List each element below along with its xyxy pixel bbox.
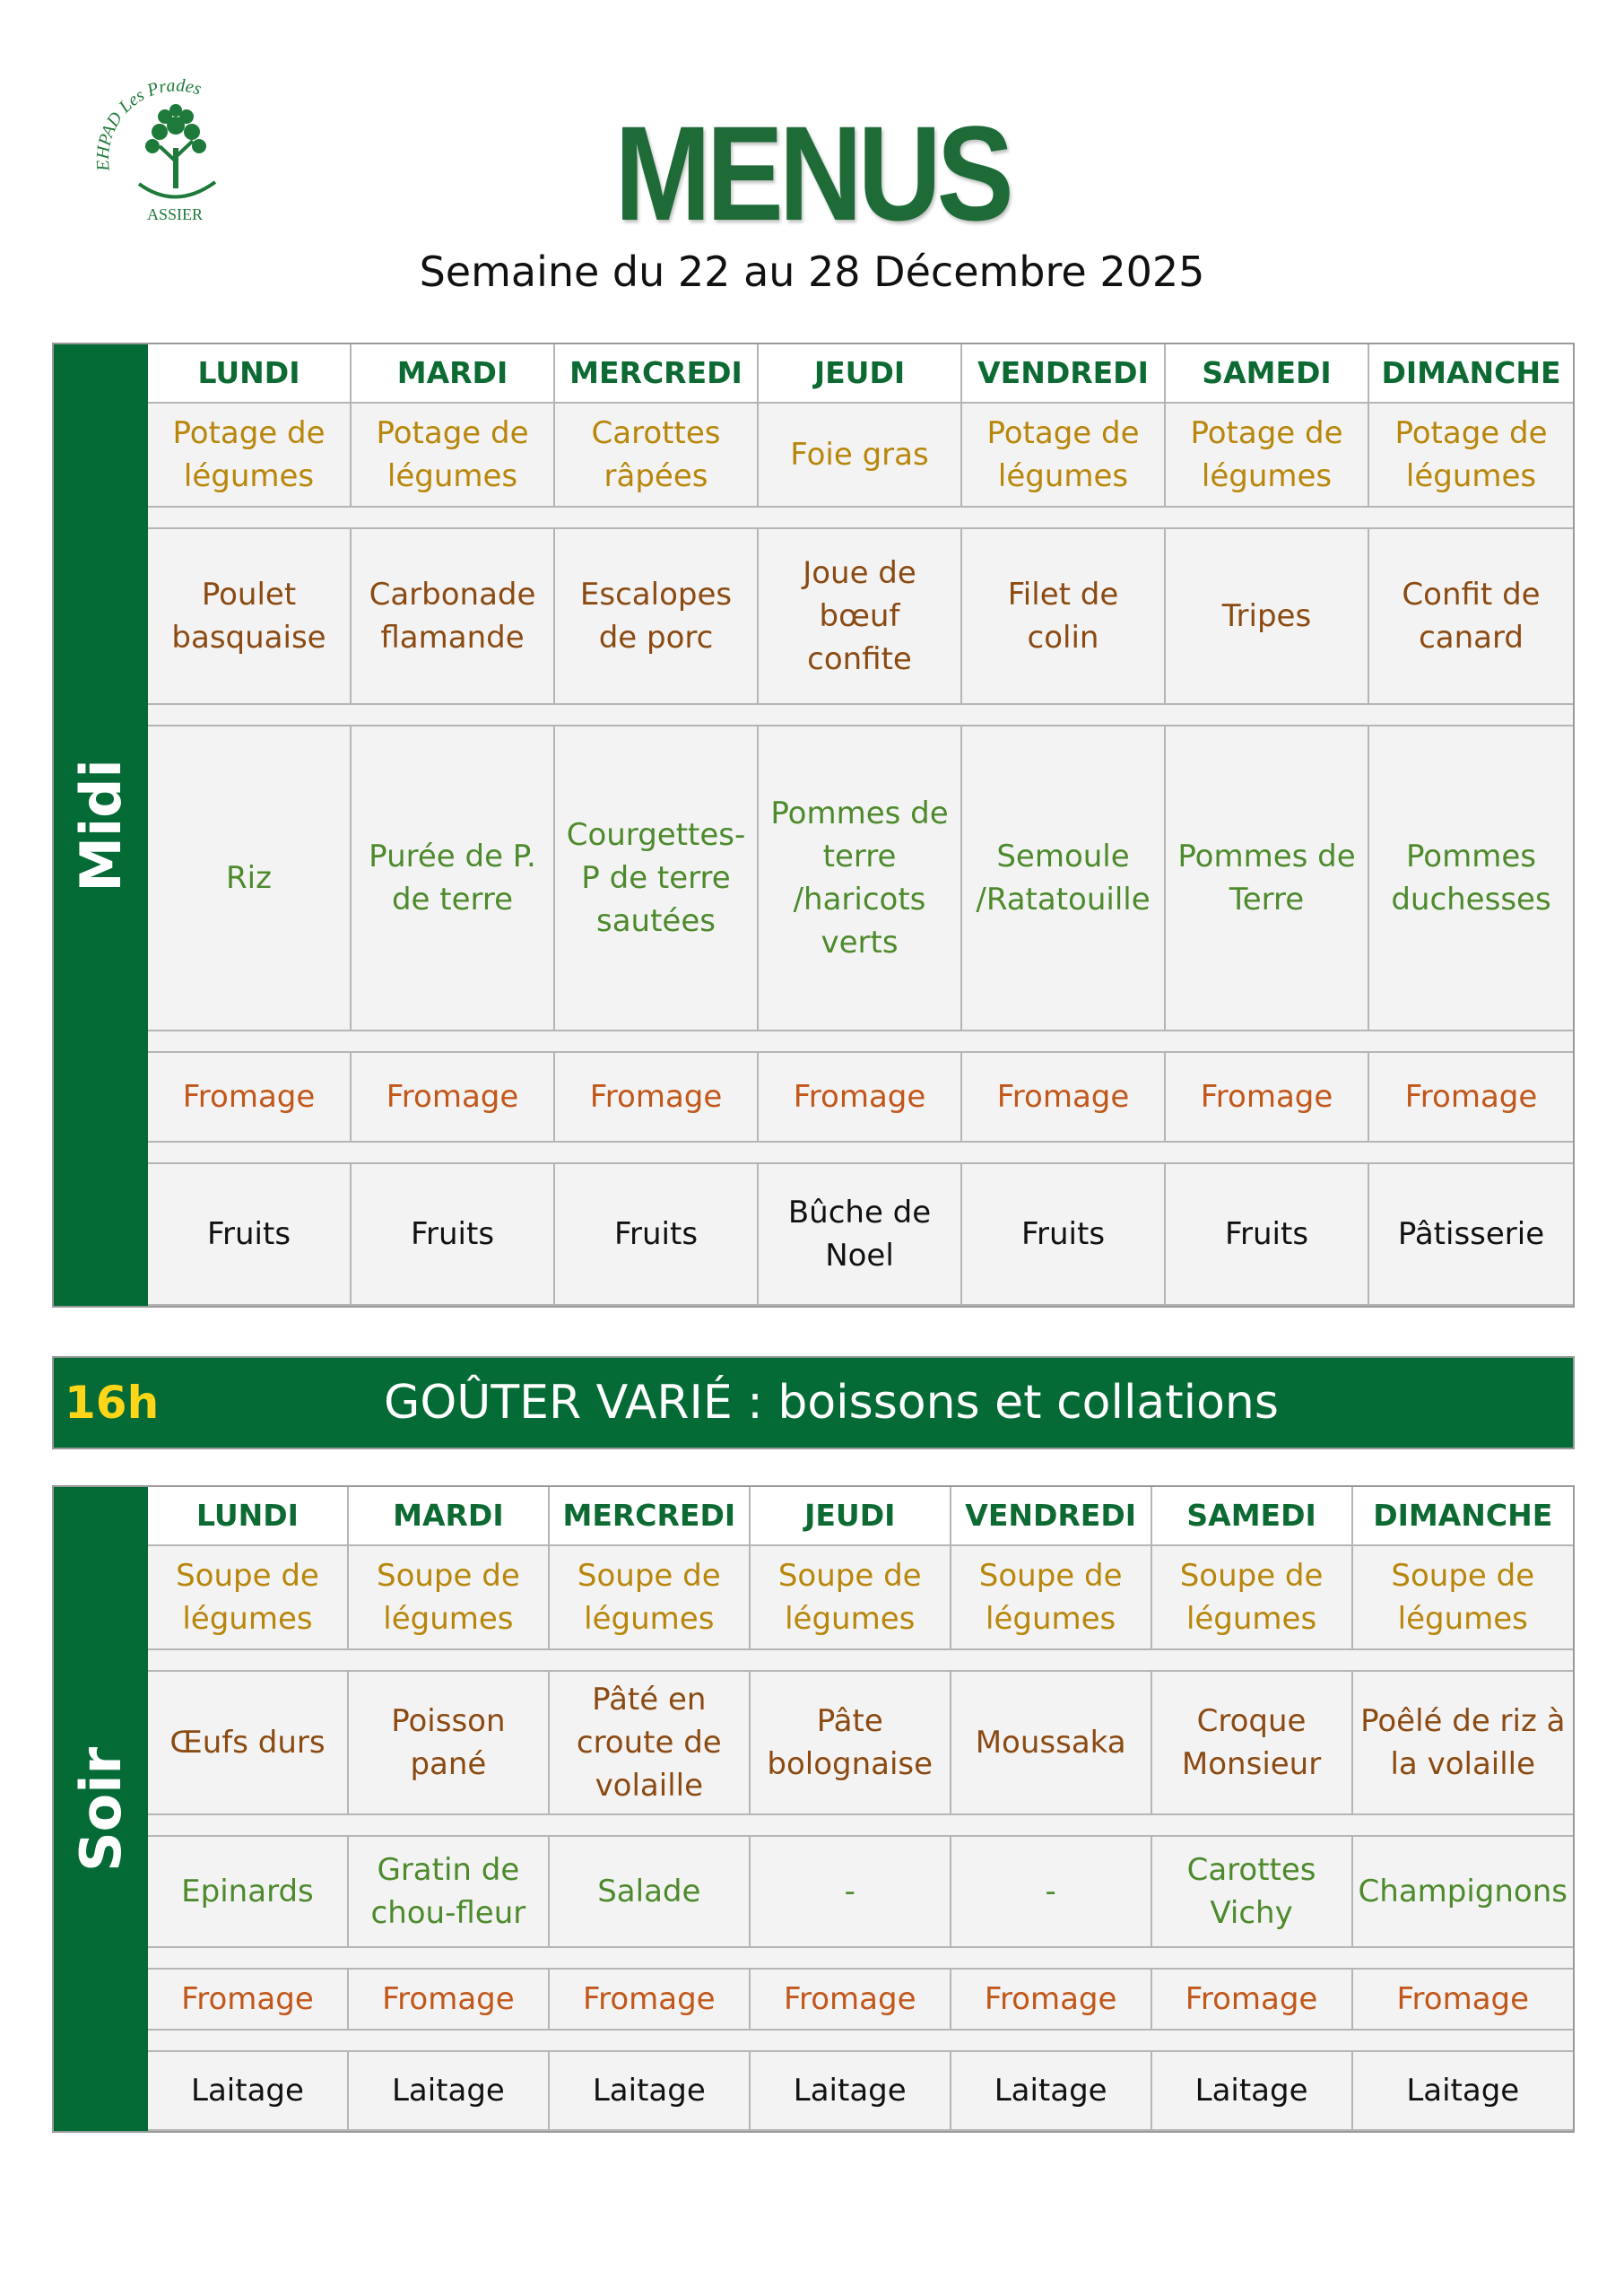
midi-accompagnement-cell: Pommes de terre /haricots verts [759, 726, 962, 1031]
page-title: MENUS [614, 98, 1010, 248]
midi-entree-cell: Potage de légumes [148, 404, 352, 508]
soir-plat-cell: Poêlé de riz à la volaille [1353, 1672, 1573, 1815]
soir-accompagnement-cell: Epinards [148, 1837, 349, 1948]
soir-entree-cell: Soupe de légumes [550, 1546, 751, 1650]
midi-fromage-cell: Fromage [1369, 1053, 1573, 1143]
midi-entree-cell: Potage de légumes [962, 404, 1166, 508]
midi-dessert-cell: Fruits [962, 1164, 1166, 1306]
midi-accompagnement-cell: Riz [148, 726, 352, 1031]
soir-laitage-cell: Laitage [1152, 2052, 1353, 2131]
row-separator [148, 705, 1573, 726]
soir-fromage-cell: Fromage [951, 1970, 1152, 2031]
midi-menu-table [52, 343, 1575, 1308]
midi-fromage-cell: Fromage [352, 1053, 555, 1143]
midi-fromage-cell: Fromage [148, 1053, 352, 1143]
midi-fromage-cell: Fromage [962, 1053, 1166, 1143]
soir-plat-cell: Croque Monsieur [1152, 1672, 1353, 1815]
soir-fromage-cell: Fromage [349, 1970, 550, 2031]
row-separator [148, 508, 1573, 529]
soir-accompagnement-cell: Salade [550, 1837, 751, 1948]
soir-accompagnement-cell: - [951, 1837, 1152, 1948]
midi-entree-cell: Potage de légumes [1369, 404, 1573, 508]
row-separator [148, 1650, 1573, 1672]
midi-day-header: MARDI [352, 344, 555, 404]
midi-fromage-cell: Fromage [1166, 1053, 1369, 1143]
soir-menu-table [52, 1485, 1575, 2133]
soir-laitage-cell: Laitage [951, 2052, 1152, 2131]
midi-dessert-cell: Bûche de Noel [759, 1164, 962, 1306]
row-separator [148, 1948, 1573, 1970]
midi-plat-cell: Joue de bœuf confite [759, 529, 962, 705]
soir-day-header: DIMANCHE [1353, 1487, 1573, 1546]
soir-plat-cell: Œufs durs [148, 1672, 349, 1815]
row-separator [148, 2031, 1573, 2052]
midi-accompagnement-cell: Courgettes-P de terre sautées [555, 726, 759, 1031]
midi-plat-cell: Confit de canard [1369, 529, 1573, 705]
midi-entree-cell: Carottes râpées [555, 404, 759, 508]
midi-accompagnement-cell: Pommes duchesses [1369, 726, 1573, 1031]
soir-side-label: Soir [54, 1487, 148, 2131]
midi-side-label: Midi [54, 344, 148, 1306]
gouter-time: 16h [65, 1377, 160, 1429]
midi-plat-cell: Tripes [1166, 529, 1369, 705]
soir-fromage-cell: Fromage [1353, 1970, 1573, 2031]
soir-laitage-cell: Laitage [148, 2052, 349, 2131]
soir-entree-cell: Soupe de légumes [148, 1546, 349, 1650]
soir-accompagnement-cell: Carottes Vichy [1152, 1837, 1353, 1948]
gouter-banner [52, 1356, 1575, 1449]
soir-laitage-cell: Laitage [751, 2052, 951, 2131]
midi-accompagnement-cell: Pommes de Terre [1166, 726, 1369, 1031]
soir-day-header: LUNDI [148, 1487, 349, 1546]
row-separator [148, 1143, 1573, 1164]
page-subtitle: Semaine du 22 au 28 Décembre 2025 [419, 248, 1205, 296]
midi-entree-cell: Potage de légumes [352, 404, 555, 508]
midi-fromage-cell: Fromage [759, 1053, 962, 1143]
logo-bottom-text: ASSIER [146, 205, 204, 223]
midi-dessert-cell: Pâtisserie [1369, 1164, 1573, 1306]
gouter-text: GOÛTER VARIÉ : boissons et collations [384, 1376, 1279, 1430]
row-separator [148, 1031, 1573, 1053]
soir-day-header: MARDI [349, 1487, 550, 1546]
midi-plat-cell: Filet de colin [962, 529, 1166, 705]
midi-day-header: SAMEDI [1166, 344, 1369, 404]
soir-accompagnement-cell: - [751, 1837, 951, 1948]
midi-plat-cell: Escalopes de porc [555, 529, 759, 705]
midi-entree-cell: Foie gras [759, 404, 962, 508]
soir-plat-cell: Pâté en croute de volaille [550, 1672, 751, 1815]
midi-plat-cell: Carbonade flamande [352, 529, 555, 705]
soir-accompagnement-cell: Gratin de chou-fleur [349, 1837, 550, 1948]
midi-dessert-cell: Fruits [555, 1164, 759, 1306]
soir-day-header: VENDREDI [951, 1487, 1152, 1546]
soir-fromage-cell: Fromage [1152, 1970, 1353, 2031]
soir-plat-cell: Pâte bolognaise [751, 1672, 951, 1815]
midi-day-header: JEUDI [759, 344, 962, 404]
midi-day-header: VENDREDI [962, 344, 1166, 404]
soir-laitage-cell: Laitage [349, 2052, 550, 2131]
soir-day-header: MERCREDI [550, 1487, 751, 1546]
soir-entree-cell: Soupe de légumes [1353, 1546, 1573, 1650]
soir-laitage-cell: Laitage [1353, 2052, 1573, 2131]
midi-day-header: DIMANCHE [1369, 344, 1573, 404]
soir-accompagnement-cell: Champignons [1353, 1837, 1573, 1948]
midi-dessert-cell: Fruits [352, 1164, 555, 1306]
soir-entree-cell: Soupe de légumes [751, 1546, 951, 1650]
midi-accompagnement-cell: Purée de P. de terre [352, 726, 555, 1031]
soir-fromage-cell: Fromage [148, 1970, 349, 2031]
soir-plat-cell: Poisson pané [349, 1672, 550, 1815]
midi-dessert-cell: Fruits [148, 1164, 352, 1306]
midi-dessert-cell: Fruits [1166, 1164, 1369, 1306]
soir-entree-cell: Soupe de légumes [349, 1546, 550, 1650]
midi-plat-cell: Poulet basquaise [148, 529, 352, 705]
midi-entree-cell: Potage de légumes [1166, 404, 1369, 508]
soir-laitage-cell: Laitage [550, 2052, 751, 2131]
midi-day-header: LUNDI [148, 344, 352, 404]
logo-top-text: EHPAD Les Prades [92, 76, 204, 172]
midi-fromage-cell: Fromage [555, 1053, 759, 1143]
soir-day-header: SAMEDI [1152, 1487, 1353, 1546]
midi-day-header: MERCREDI [555, 344, 759, 404]
soir-entree-cell: Soupe de légumes [951, 1546, 1152, 1650]
soir-plat-cell: Moussaka [951, 1672, 1152, 1815]
soir-day-header: JEUDI [751, 1487, 951, 1546]
midi-accompagnement-cell: Semoule /Ratatouille [962, 726, 1166, 1031]
soir-entree-cell: Soupe de légumes [1152, 1546, 1353, 1650]
row-separator [148, 1815, 1573, 1837]
soir-fromage-cell: Fromage [550, 1970, 751, 2031]
soir-fromage-cell: Fromage [751, 1970, 951, 2031]
